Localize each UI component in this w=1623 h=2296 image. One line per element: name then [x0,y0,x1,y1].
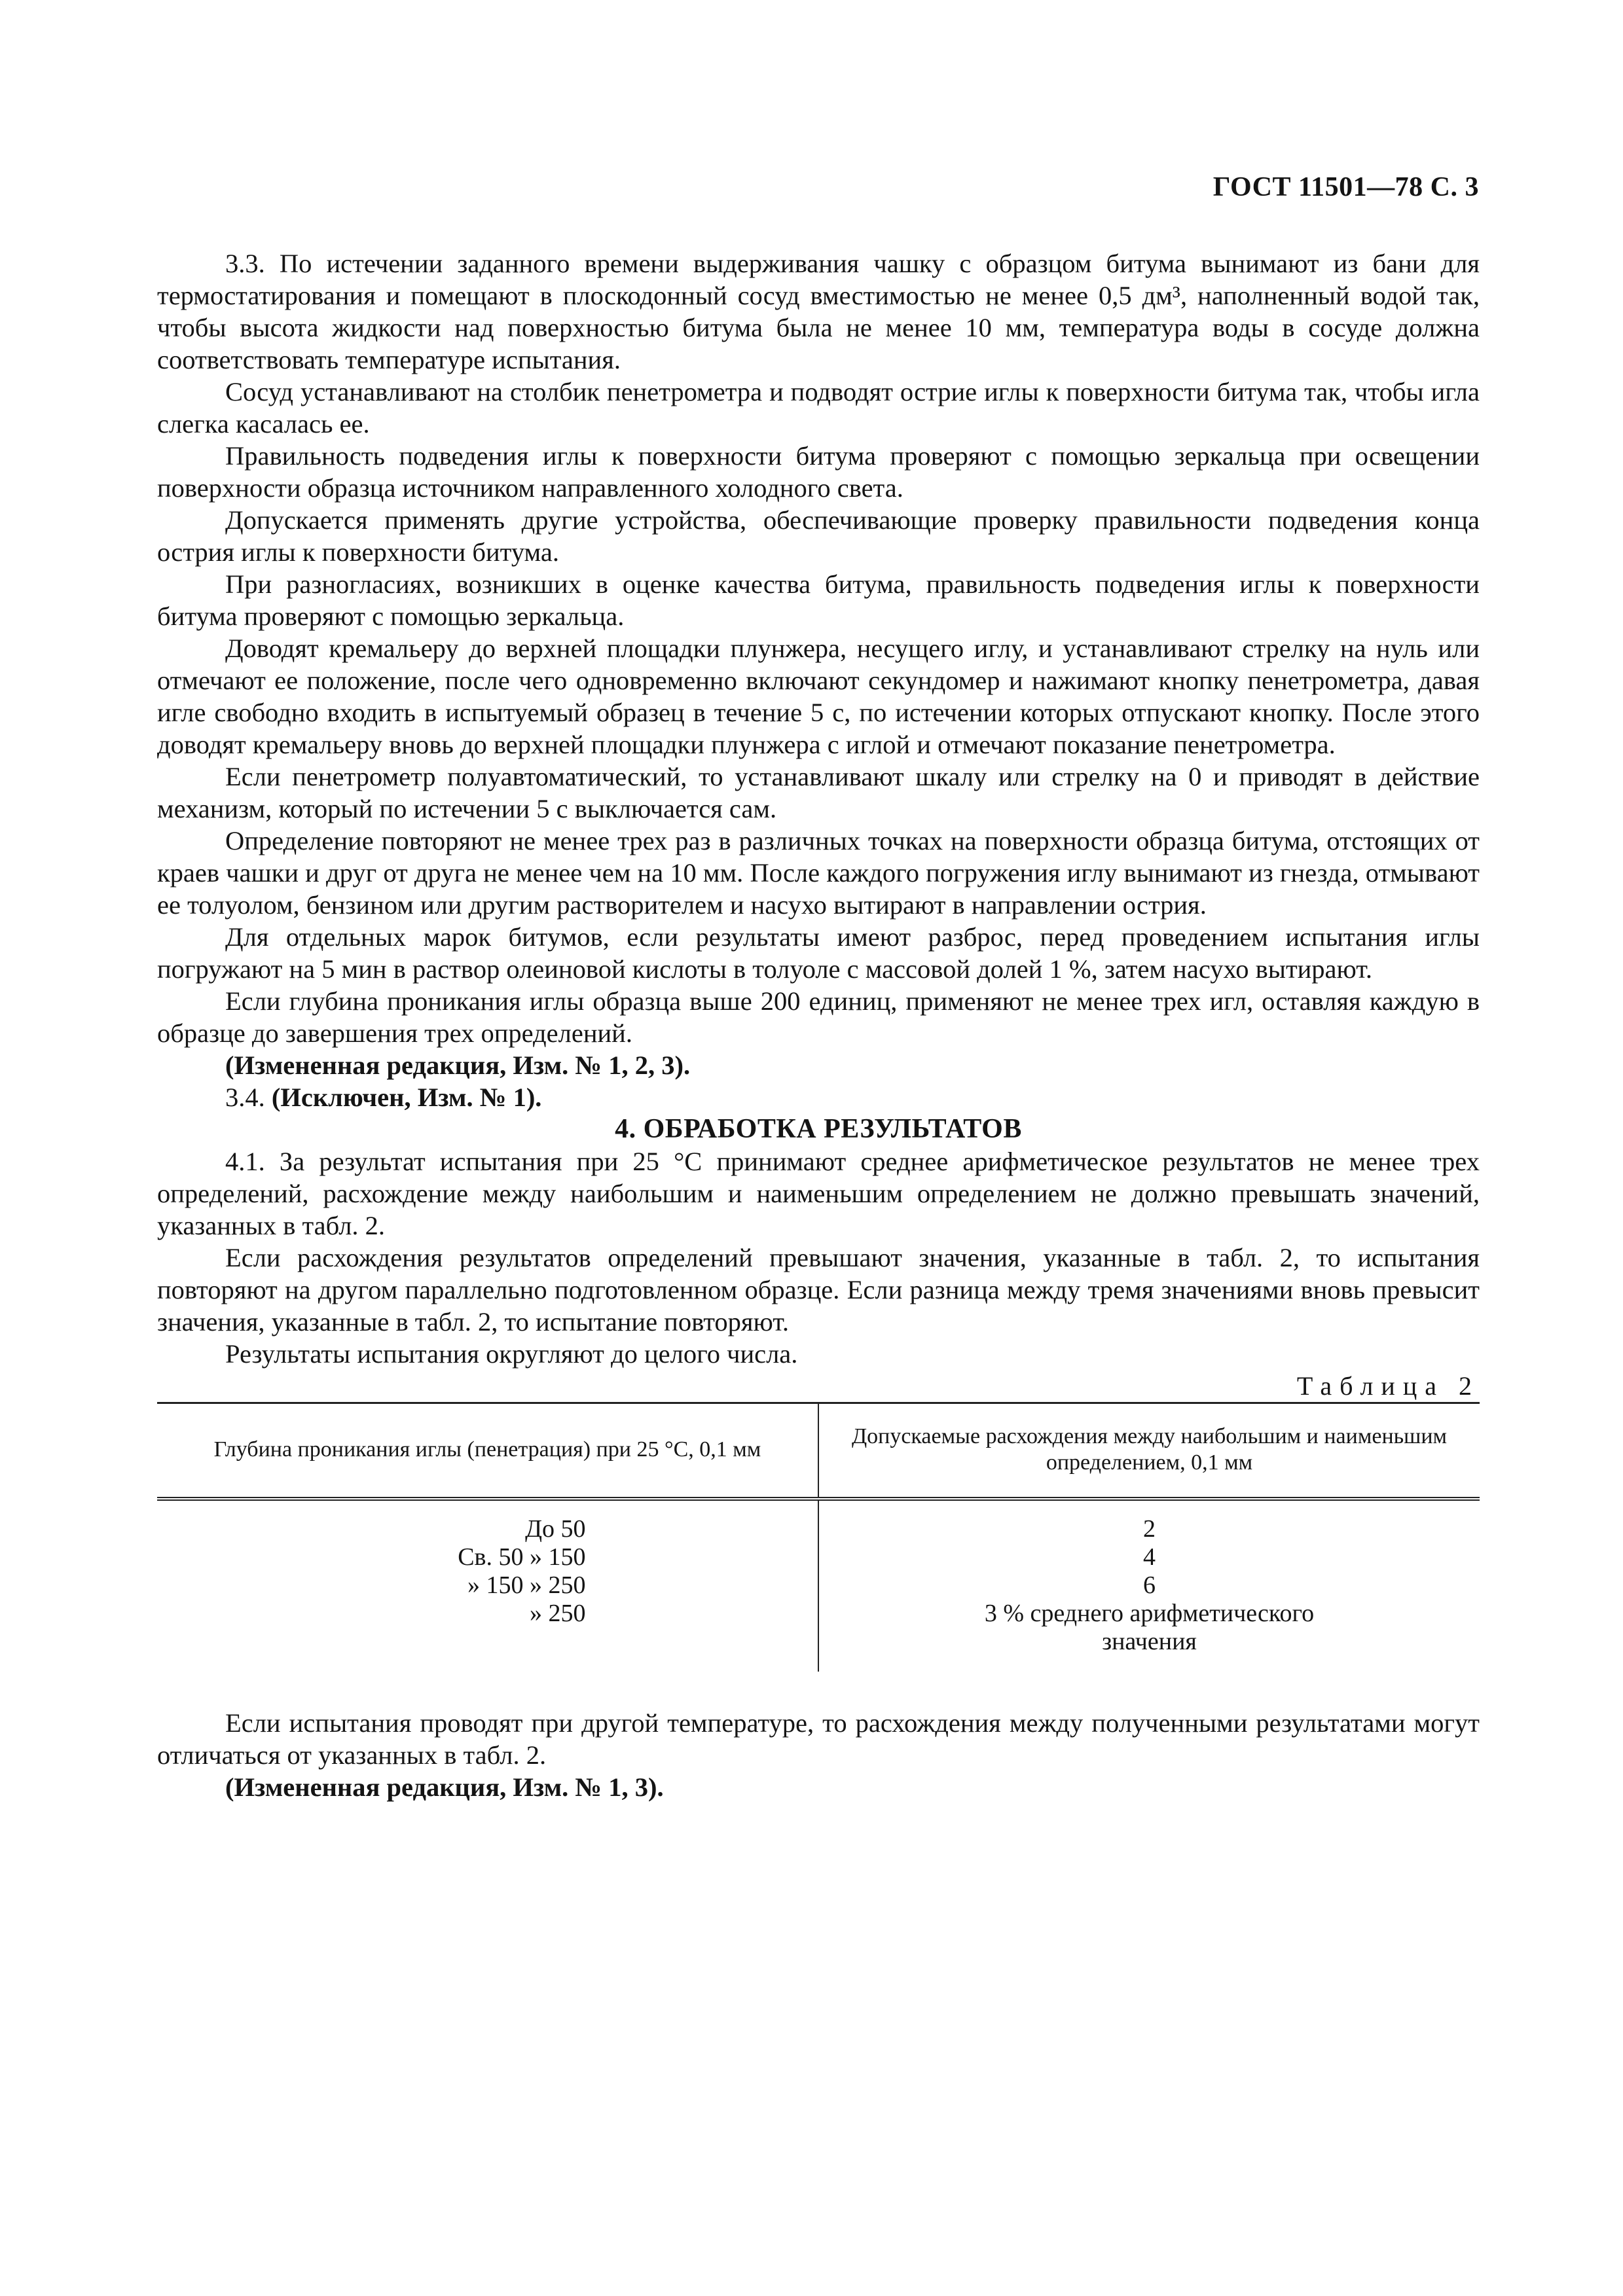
paragraph: Доводят кремальеру до верхней площадки плунжера, несущего иглу, и устанавливают стрелку на нуль или отмечают ее положение, после чего одновременно включают секундомер и нажимают кнопку пенетрометра, давая игле свободно входить в испытуемый образец в течение 5 с, по истечении которых отпускают кнопку. После этого доводят кремальеру вновь до верхней площадки плунжера с иглой и отмечают показание пенетрометра. [157,634,1480,759]
tolerance-value: 3 % среднего арифметического значения [984,1600,1315,1655]
table-cell-penetration-ranges [157,1499,818,1672]
amendment-note: (Измененная редакция, Изм. № 1, 3). [225,1772,664,1802]
range-value: До 50 [525,1515,586,1543]
table-caption: Таблица 2 [1296,1371,1480,1401]
item-3-4 [157,1081,1480,1113]
paragraph: Если глубина проникания иглы образца выше 200 единиц, применяют не менее трех игл, оставляя каждую в образце до завершения трех определений. [157,986,1480,1048]
paragraph: Допускается применять другие устройства, обеспечивающие проверку правильности подведения конца острия иглы к поверхности битума. [157,505,1480,567]
amendment-note: (Измененная редакция, Изм. № 1, 2, 3). [225,1050,691,1080]
range-value: » 150 » 250 [467,1571,586,1599]
paragraph: Если испытания проводят при другой температуре, то расхождения между полученными результатами могут отличаться от указанных в табл. 2. [157,1708,1480,1770]
paragraph: 4.1. За результат испытания при 25 °С принимают среднее арифметическое результатов не менее трех определений, расхождение между наибольшим и наименьшим определением не должно превышать значений, указанных в табл. 2. [157,1147,1480,1240]
tolerance-value: 6 [1143,1571,1156,1599]
page-header: ГОСТ 11501—78 С. 3 [1213,172,1479,202]
table-header-penetration: Глубина проникания иглы (пенетрация) при 25 °С, 0,1 мм [157,1403,818,1499]
paragraph: Определение повторяют не менее трех раз в различных точках на поверхности образца битума, отстоящих от краев чашки и друг от друга не менее чем на 10 мм. После каждого погружения иглу вынимают из гнезда, отмывают ее толуолом, бензином или другим растворителем и насухо вытирают в направлении острия. [157,826,1480,920]
tolerance-table [157,1402,1480,1672]
range-value: Св. 50 » 150 [458,1543,586,1571]
item-3-4-number: 3.4. [225,1083,272,1112]
document-body [157,247,1480,1803]
tolerance-value: 4 [1143,1543,1156,1571]
paragraph: Результаты испытания округляют до целого числа. [225,1339,798,1369]
paragraph: Для отдельных марок битумов, если результаты имеют разброс, перед проведением испытания иглы погружают на 5 мин в раствор олеиновой кислоты в толуоле с массовой долей 1 %, затем насухо вытирают. [157,922,1480,984]
item-3-4-note: (Исключен, Изм. № 1). [271,1083,542,1112]
table-header-tolerance: Допускаемые расхождения между наибольшим и наименьшим определением, 0,1 мм [818,1403,1480,1499]
paragraph: Сосуд устанавливают на столбик пенетрометра и подводят острие иглы к поверхности битума так, чтобы игла слегка касалась ее. [157,377,1480,439]
range-value: » 250 [530,1600,586,1627]
paragraph: Если пенетрометр полуавтоматический, то устанавливают шкалу или стрелку на 0 и приводят в действие механизм, который по истечении 5 с выключается сам. [157,762,1480,823]
paragraph: Правильность подведения иглы к поверхности битума проверяют с помощью зеркальца при освещении поверхности образца источником направленного холодного света. [157,441,1480,503]
section-title: 4. ОБРАБОТКА РЕЗУЛЬТАТОВ [615,1114,1022,1144]
tolerance-value: 2 [1143,1515,1156,1543]
table-cell-tolerances [818,1499,1480,1672]
paragraph: 3.3. По истечении заданного времени выдерживания чашку с образцом битума вынимают из бани для термостатирования и помещают в плоскодонный сосуд вместимостью не менее 0,5 дм³, наполненный водой так, чтобы высота жидкости над поверхностью битума была не менее 10 мм, температура воды в сосуде должна соответствовать температуре испытания. [157,249,1480,374]
paragraph: Если расхождения результатов определений превышают значения, указанные в табл. 2, то испытания повторяют на другом параллельно подготовленном образце. Если разница между тремя значениями вновь превысит значения, указанные в табл. 2, то испытание повторяют. [157,1243,1480,1336]
paragraph: При разногласиях, возникших в оценке качества битума, правильность подведения иглы к поверхности битума проверяют с помощью зеркальца. [157,569,1480,631]
